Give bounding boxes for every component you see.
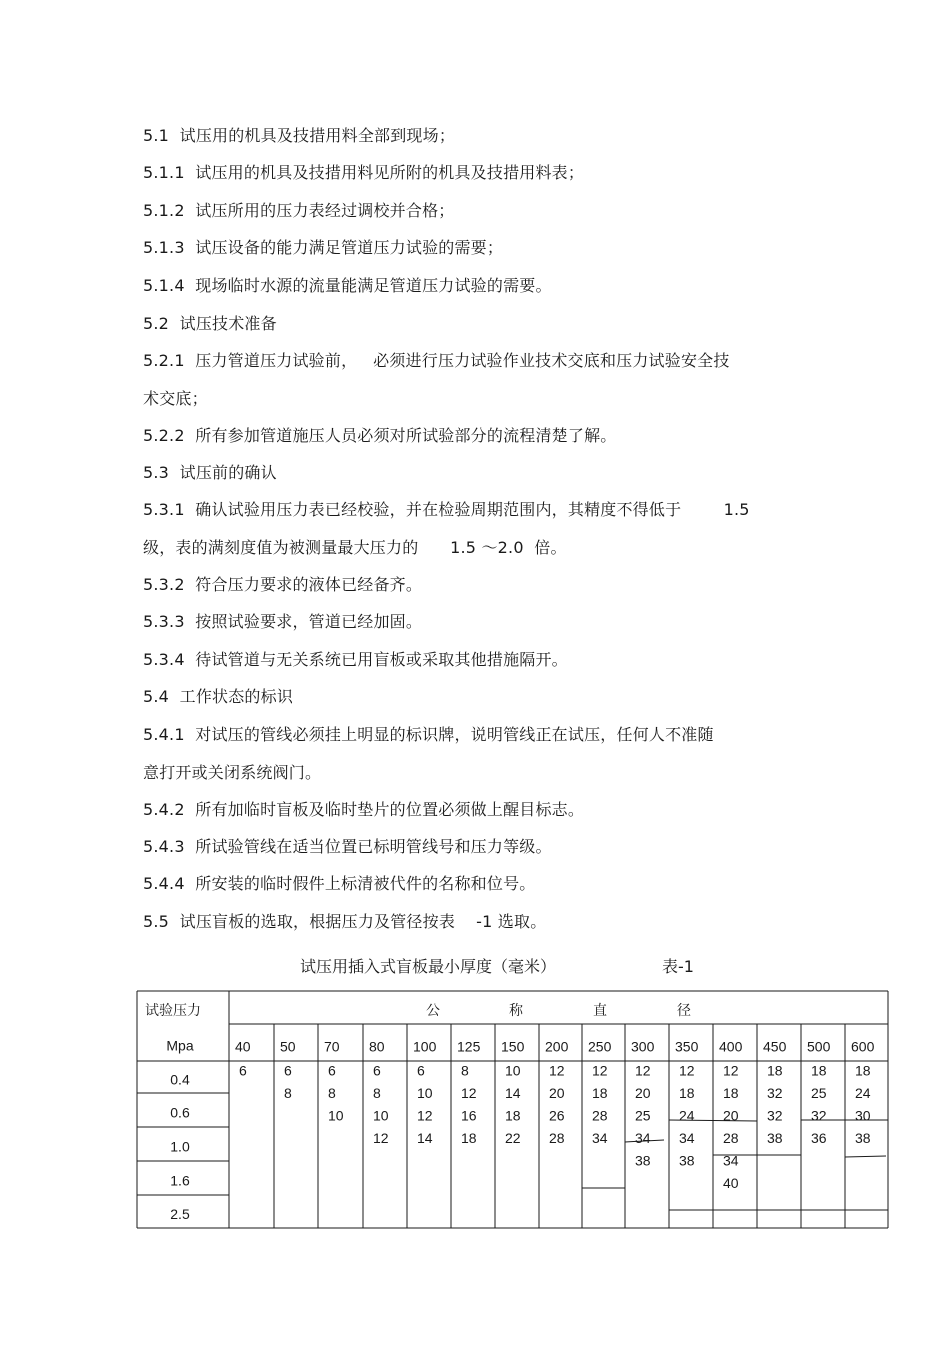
thickness-value: 12 (635, 1062, 651, 1079)
header-diameter: 600 (851, 1038, 875, 1055)
header-diameter: 50 (280, 1038, 296, 1055)
table-rule (845, 1156, 886, 1157)
thickness-value: 18 (461, 1130, 477, 1147)
thickness-value: 6 (373, 1062, 381, 1079)
thickness-value: 25 (635, 1107, 651, 1124)
paragraph-line: 5.4.3 所试验管线在适当位置已标明管线号和压力等级。 (143, 837, 552, 856)
thickness-value: 28 (592, 1107, 608, 1124)
paragraph-line: 级，表的满刻度值为被测量最大压力的 1.5 ～2.0 倍。 (143, 538, 567, 557)
pressure-label: 2.5 (170, 1206, 190, 1223)
thickness-value: 8 (461, 1062, 469, 1079)
thickness-value: 12 (592, 1062, 608, 1079)
thickness-value: 20 (635, 1085, 651, 1102)
pressure-label: 1.6 (170, 1172, 190, 1189)
paragraph-line: 5.3.4 待试管道与无关系统已用盲板或采取其他措施隔开。 (143, 650, 568, 669)
header-diameter: 500 (807, 1038, 831, 1055)
paragraph-line: 5.2 试压技术准备 (143, 314, 277, 333)
thickness-value: 30 (855, 1107, 871, 1124)
header-group-char: 称 (509, 1003, 523, 1019)
paragraph-line: 5.1.3 试压设备的能力满足管道压力试验的需要； (143, 238, 504, 257)
thickness-value: 18 (855, 1062, 871, 1079)
thickness-value: 26 (549, 1107, 565, 1124)
thickness-value: 6 (417, 1062, 425, 1079)
thickness-value: 38 (679, 1152, 695, 1169)
thickness-value: 38 (767, 1130, 783, 1147)
thickness-value: 10 (373, 1107, 389, 1124)
table-label: 表-1 (662, 957, 694, 976)
header-diameter: 125 (457, 1038, 481, 1055)
paragraph-line: 5.5 试压盲板的选取，根据压力及管径按表 -1 选取。 (143, 912, 547, 931)
thickness-value: 38 (855, 1130, 871, 1147)
table-title: 试压用插入式盲板最小厚度（毫米） (300, 957, 557, 976)
header-diameter: 350 (675, 1038, 699, 1055)
thickness-value: 32 (767, 1085, 783, 1102)
header-diameter: 100 (413, 1038, 437, 1055)
thickness-value: 22 (505, 1130, 521, 1147)
thickness-value: 8 (373, 1085, 381, 1102)
header-group-char: 直 (593, 1003, 607, 1019)
header-diameter: 450 (763, 1038, 787, 1055)
header-group-char: 径 (677, 1003, 691, 1019)
thickness-value: 24 (679, 1107, 695, 1124)
paragraph-line: 5.1.4 现场临时水源的流量能满足管道压力试验的需要。 (143, 276, 552, 295)
thickness-value: 28 (723, 1130, 739, 1147)
thickness-value: 25 (811, 1085, 827, 1102)
paragraph-line: 5.4.1 对试压的管线必须挂上明显的标识牌，说明管线正在试压，任何人不准随 (143, 725, 714, 744)
thickness-value: 8 (328, 1085, 336, 1102)
thickness-value: 18 (679, 1085, 695, 1102)
pressure-label: 1.0 (170, 1138, 190, 1155)
thickness-value: 12 (679, 1062, 695, 1079)
header-diameter: 150 (501, 1038, 525, 1055)
thickness-value: 32 (767, 1107, 783, 1124)
paragraph-line: 5.3.2 符合压力要求的液体已经备齐。 (143, 575, 423, 594)
thickness-value: 18 (723, 1085, 739, 1102)
paragraph-line: 5.4.2 所有加临时盲板及临时垫片的位置必须做上醒目标志。 (143, 800, 585, 819)
header-diameter: 40 (235, 1038, 251, 1055)
paragraph-line: 5.2.2 所有参加管道施压人员必须对所试验部分的流程清楚了解。 (143, 426, 617, 445)
thickness-value: 12 (723, 1062, 739, 1079)
paragraph-line: 5.2.1 压力管道压力试验前， 必须进行压力试验作业技术交底和压力试验安全技 (143, 351, 730, 370)
thickness-value: 24 (855, 1085, 871, 1102)
header-group-char: 公 (426, 1003, 440, 1019)
header-diameter: 250 (588, 1038, 612, 1055)
thickness-value: 34 (723, 1152, 739, 1169)
paragraph-line: 术交底； (143, 389, 208, 408)
header-pressure-label: 试验压力 (145, 1003, 201, 1019)
thickness-value: 14 (417, 1130, 433, 1147)
thickness-value: 40 (723, 1175, 739, 1192)
paragraph-line: 意打开或关闭系统阀门。 (143, 763, 322, 782)
paragraph-line: 5.4.4 所安装的临时假件上标清被代件的名称和位号。 (143, 874, 536, 893)
pressure-label: 0.4 (170, 1071, 190, 1088)
pressure-label: 0.6 (170, 1104, 190, 1121)
paragraph-line: 5.3 试压前的确认 (143, 463, 277, 482)
paragraph-line: 5.4 工作状态的标识 (143, 687, 294, 706)
paragraph-line: 5.1.1 试压用的机具及技措用料见所附的机具及技措用料表； (143, 163, 585, 182)
thickness-value: 12 (417, 1107, 433, 1124)
header-diameter: 80 (369, 1038, 385, 1055)
header-diameter: 200 (545, 1038, 569, 1055)
thickness-value: 28 (549, 1130, 565, 1147)
thickness-value: 6 (328, 1062, 336, 1079)
paragraph-line: 5.1.2 试压所用的压力表经过调校并合格； (143, 201, 455, 220)
thickness-value: 6 (284, 1062, 292, 1079)
thickness-value: 12 (373, 1130, 389, 1147)
paragraph-line: 5.3.1 确认试验用压力表已经校验，并在检验周期范围内，其精度不得低于 1.5 (143, 500, 750, 519)
thickness-value: 38 (635, 1152, 651, 1169)
thickness-value: 34 (635, 1130, 651, 1147)
thickness-value: 18 (811, 1062, 827, 1079)
thickness-value: 12 (549, 1062, 565, 1079)
header-diameter: 70 (324, 1038, 340, 1055)
thickness-value: 34 (679, 1130, 695, 1147)
thickness-value: 10 (328, 1107, 344, 1124)
thickness-value: 20 (549, 1085, 565, 1102)
thickness-value: 20 (723, 1107, 739, 1124)
thickness-value: 12 (461, 1085, 477, 1102)
thickness-value: 14 (505, 1085, 521, 1102)
header-unit-label: Mpa (166, 1037, 194, 1054)
thickness-value: 6 (239, 1062, 247, 1079)
thickness-value: 10 (417, 1085, 433, 1102)
paragraph-line: 5.1 试压用的机具及技措用料全部到现场； (143, 126, 456, 145)
thickness-value: 16 (461, 1107, 477, 1124)
paragraph-line: 5.3.3 按照试验要求，管道已经加固。 (143, 612, 423, 631)
thickness-value: 32 (811, 1107, 827, 1124)
thickness-value: 10 (505, 1062, 521, 1079)
header-diameter: 400 (719, 1038, 743, 1055)
thickness-value: 8 (284, 1085, 292, 1102)
thickness-value: 18 (592, 1085, 608, 1102)
thickness-value: 18 (767, 1062, 783, 1079)
thickness-value: 18 (505, 1107, 521, 1124)
header-diameter: 300 (631, 1038, 655, 1055)
thickness-value: 34 (592, 1130, 608, 1147)
thickness-value: 36 (811, 1130, 827, 1147)
